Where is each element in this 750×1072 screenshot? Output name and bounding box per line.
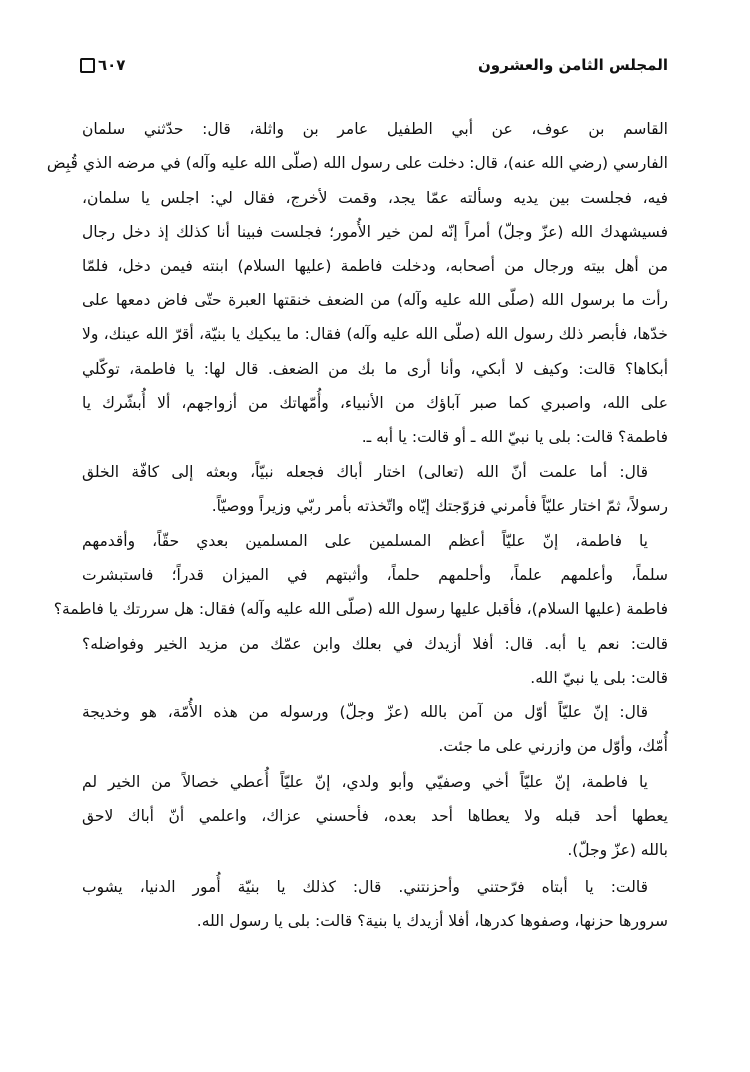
text-line: يا فاطمة، إنّ عليّاً أخي وصفيّي وأبو ولدي، إنّ عليّاً أُعطي خصالاً من الخير لم xyxy=(82,773,648,791)
text-line: سرورها حزنها، وصفوها كدرها، أفلا أزيدك يا بنية؟ قالت: بلى يا رسول الله. xyxy=(196,912,668,930)
text-line: يعطها أحد قبله ولا يعطاها أحد بعده، فأحسني عزاك، واعلمي أنّ أباك لاحق xyxy=(82,807,668,825)
square-ornament-icon xyxy=(80,58,95,73)
text-line: خدّها، فأبصر ذلك رسول الله (صلّى الله عليه وآله) فقال: ما يبكيك يا بنيّة، أقرّ الله عينك، ولا xyxy=(82,325,668,343)
text-line: رأت ما برسول الله (صلّى الله عليه وآله) من الضعف خنقتها العبرة حتّى فاض دمعها على xyxy=(82,291,668,309)
text-line: على الله، واصبري كما صبر آباؤك من الأنبياء، وأُمّهاتك من أزواجهم، ألا أُبشّرك يا xyxy=(82,394,668,412)
text-line: قال: أما علمت أنّ الله (تعالى) اختار أباك فجعله نبيّاً، وبعثه إلى كافّة الخلق xyxy=(82,463,648,481)
text-line: سلماً، وأعلمهم علماً، وأحلمهم حلماً، وأثبتهم في الميزان قدراً؛ فاستبشرت xyxy=(82,566,668,584)
text-line: الفارسي (رضي الله عنه)، قال: دخلت على رسول الله (صلّى الله عليه وآله) في مرضه الذي قُبِض xyxy=(46,154,668,172)
text-line: فيه، فجلست بين يديه وسألته عمّا يجد، وقمت لأخرج، فقال لي: اجلس يا سلمان، xyxy=(82,189,668,207)
text-line: فسيشهدك الله (عزّ وجلّ) أمراً إنّه لمن خير الأُمور؛ فجلست فبينا أنا كذلك إذ دخل رجال xyxy=(82,223,668,241)
text-line: قالت: نعم يا أبه. قال: أفلا أزيدك في بعلك وابن عمّك من مزيد الخير وفواضله؟ xyxy=(82,635,668,653)
page-number-text: ٦٠٧ xyxy=(98,56,126,74)
text-line: قال: إنّ عليّاً أوّل من آمن بالله (عزّ وجلّ) ورسوله من هذه الأُمّة، هو وخديجة xyxy=(82,703,648,721)
text-line: فاطمة (عليها السلام)، فأقبل عليها رسول الله (صلّى الله عليه وآله) فقال: هل سررتك يا فاطمة؟ xyxy=(53,600,668,618)
text-line: أُمّك، وأوّل من وازرني على ما جئت. xyxy=(438,737,668,755)
text-line: فاطمة؟ قالت: بلى يا نبيّ الله ـ أو قالت: يا أبه ـ. xyxy=(361,428,668,446)
text-line: من أهل بيته ورجال من أصحابه، ودخلت فاطمة (عليها السلام) ابنته فيمن دخل، فلمّا xyxy=(82,257,668,275)
text-line: قالت: يا أبتاه فرّحتني وأحزنتني. قال: كذلك يا بنيّة أُمور الدنيا، يشوب xyxy=(82,878,648,896)
text-line: أبكاها؟ قالت: وكيف لا أبكي، وأنا أرى ما بك من الضعف. قال لها: يا فاطمة، توكّلي xyxy=(82,360,668,378)
text-line: القاسم بن عوف، عن أبي الطفيل عامر بن واثلة، قال: حدّثني سلمان xyxy=(82,120,668,138)
running-header-title: المجلس الثامن والعشرون xyxy=(477,56,668,74)
text-line: رسولاً، ثمّ اختار عليّاً فأمرني فزوّجتك إيّاه واتّخذته بأمر ربّي وزيراً ووصيّاً. xyxy=(211,497,668,515)
text-line: بالله (عزّ وجلّ). xyxy=(567,841,668,859)
page-number xyxy=(80,56,125,74)
text-line: يا فاطمة، إنّ عليّاً أعظم المسلمين على المسلمين بعدي حقّاً، وأقدمهم xyxy=(82,532,648,550)
text-line: قالت: بلى يا نبيّ الله. xyxy=(530,669,668,687)
